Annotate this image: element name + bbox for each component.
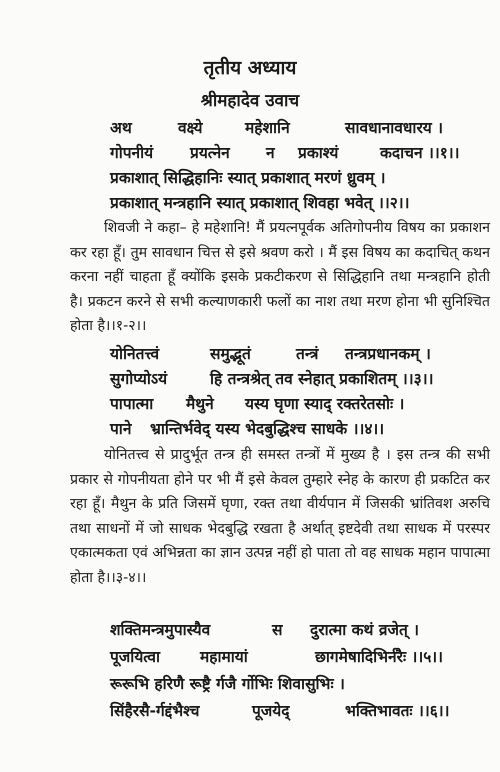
verse-word: दुरात्मा कथं व्रजेत् ।	[310, 621, 420, 639]
verse-word: न	[266, 144, 275, 162]
verse-word: वक्ष्ये	[178, 119, 203, 137]
verse-line-7	[0, 392, 500, 416]
verse-word: महेशानि	[245, 119, 290, 137]
verse-word: पापात्मा	[110, 395, 154, 413]
verse-word: योनितत्त्वं	[110, 345, 160, 363]
verse-word: तन्त्रं	[296, 345, 319, 363]
speaker-heading: श्रीमहादेव उवाच	[200, 91, 300, 111]
verse-word: प्रकाशात् सिद्धिहानिः स्यात् प्रकाशात् मरणं ध्रुवम् ।	[110, 169, 386, 187]
verse-word: शक्तिमन्त्रमुपास्यैव	[110, 621, 211, 639]
verse-word: सावधानावधारय ।	[345, 119, 444, 137]
verse-word: सुगोप्योऽयं	[110, 370, 168, 388]
verse-line-2	[0, 141, 500, 165]
verse-word: समुद्भूतं	[210, 345, 251, 363]
verse-line-5	[0, 342, 500, 366]
verse-line-11	[0, 672, 500, 696]
verse-word: प्रकाश्यं	[298, 144, 339, 162]
chapter-title: तृतीय अध्याय	[203, 57, 297, 79]
verse-word: भक्तिभावतः ।।६।।	[345, 702, 450, 720]
verse-line-9	[0, 618, 500, 642]
verse-line-8	[0, 417, 500, 441]
verse-word: प्रकाशात् मन्त्रहानि स्यात् प्रकाशात् शिवहा भवेत् ।।२।।	[110, 194, 410, 212]
commentary-paragraph-1: शिवजी ने कहा– हे महेशानि! मैं प्रयत्नपूर्वक अतिगोपनीय विषय का प्रकाशन कर रहा हूँ। तुम सावधान चित्त से इसे श्रवण करो । मैं इस विषय का कदाचित् कथन करना नहीं चाहता हूँ क्योंकि इसके प्रकटीकरण से सिद्धिहानि तथा मन्त्रहानि होती है। प्रकटन करने से सभी कल्याणकारी फलों का नाश तथा मरण होना भी सुनिश्चित होता है।।१-२।।	[70, 220, 490, 335]
verse-word: प्रयत्नेन	[190, 144, 230, 162]
verse-word: पाने	[110, 420, 132, 438]
verse-word: महामायां	[200, 648, 248, 666]
verse-line-10	[0, 645, 500, 669]
verse-line-12	[0, 699, 500, 723]
verse-word: मैथुने	[186, 395, 214, 413]
verse-word: सिंहैरसै-र्गद्दंभैश्च	[110, 702, 200, 720]
verse-word: यस्य घृणा स्याद् रक्तरेतसोः ।	[245, 395, 405, 413]
verse-word: कदाचन ।।१।।	[380, 144, 460, 162]
verse-word: स	[272, 621, 283, 639]
verse-line-4	[0, 191, 500, 215]
verse-word: पूजयेद्	[252, 702, 290, 720]
verse-word: अथ	[110, 119, 132, 137]
commentary-paragraph-2: योनितत्त्व से प्रादुर्भूत तन्त्र ही समस्त तन्त्रों में मुख्य है । इस तन्त्र की सभी प्रकार से गोपनीयता होने पर भी मैं इसे केवल तुम्हारे स्नेह के कारण ही प्रकटित कर रहा हूँ। मैथुन के प्रति जिसमें घृणा, रक्त तथा वीर्यपान में जिसकी भ्रांतिवश अरुचि तथा साधनों में जो साधक भेदबुद्धि रखता है अर्थात् इष्टदेवी तथा साधक में परस्पर एकात्मकता एवं अभिन्नता का ज्ञान उत्पन्न नहीं हो पाता तो वह साधक महान पापात्मा होता है।।३-४।।	[70, 447, 490, 586]
verse-word: पूजयित्वा	[110, 648, 161, 666]
verse-word: तन्त्रप्रधानकम् ।	[345, 345, 431, 363]
verse-line-1	[0, 116, 500, 140]
verse-word: छागमेषादिभिर्नरैः ।।५।।	[315, 648, 444, 666]
verse-line-3	[0, 166, 500, 190]
verse-word: हि तन्त्रश्रेत् तव स्नेहात् प्रकाशितम् ।।३।।	[210, 370, 434, 388]
verse-word: रूरूभि हरिणै रूष्ट्रै र्गजै र्गोभिः शिवासुभिः ।	[110, 675, 345, 693]
verse-line-6	[0, 367, 500, 391]
verse-word: गोपनीयं	[110, 144, 154, 162]
verse-word: भ्रान्तिर्भवेद् यस्य भेदबुद्धिश्च साधके ।।४।।	[150, 420, 385, 438]
